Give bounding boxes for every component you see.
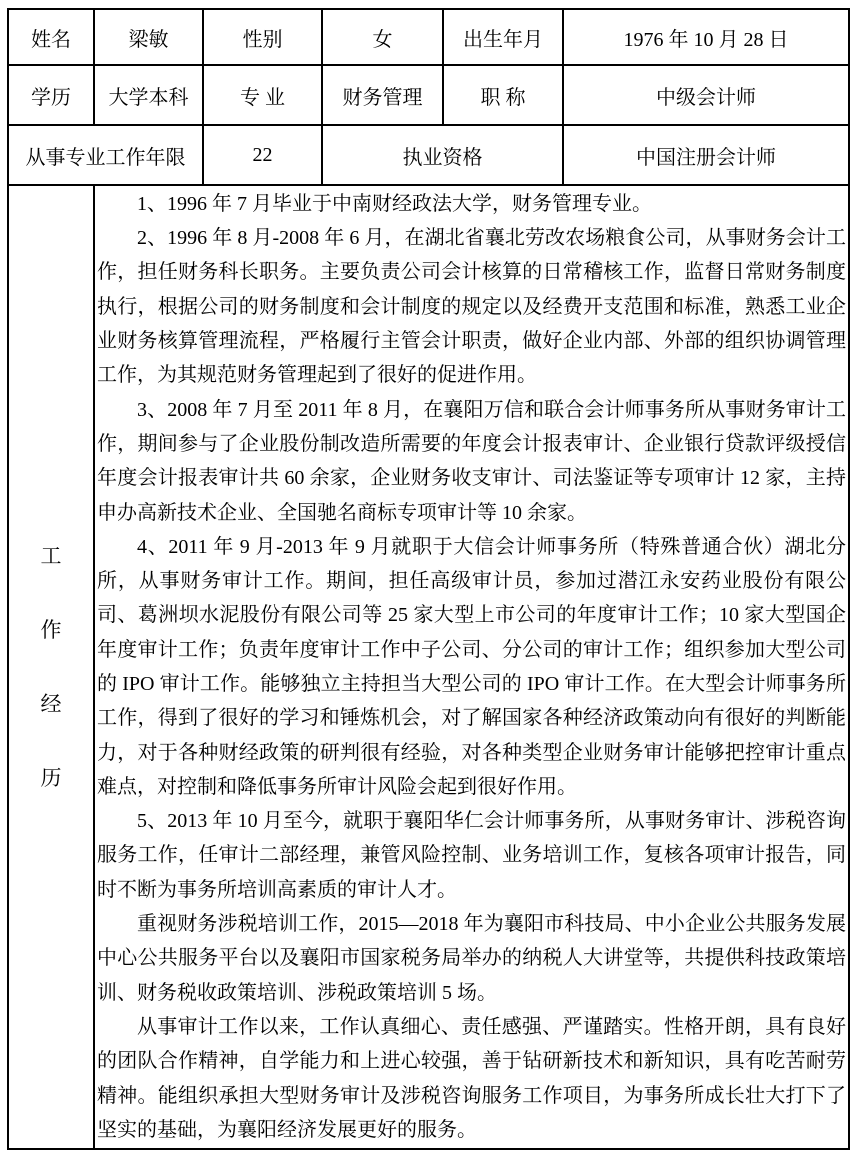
experience-vertical-label: 工作经历 xyxy=(40,544,62,790)
education-value-cell: 大学本科 xyxy=(94,65,203,125)
birth-value-cell: 1976 年 10 月 28 日 xyxy=(563,9,849,65)
experience-paragraph: 5、2013 年 10 月至今，就职于襄阳华仁会计师事务所，从事财务审计、涉税咨询服务工作，任审计二部经理，兼管风险控制、业务培训工作，复核各项审计报告，同时不断为事务所培训高素质的审计人才。 xyxy=(97,810,846,901)
gender-value-cell: 女 xyxy=(322,9,443,65)
experience-paragraph: 2、1996 年 8 月-2008 年 6 月，在湖北省襄北劳改农场粮食公司，从事财务会计工作，担任财务科长职务。主要负责公司会计核算的日常稽核工作，监督日常财务制度执行，根据公司的财务制度和会计制度的规定以及经费开支范围和标准，熟悉工业企业财务核算管理流程，严格履行主管会计职责，做好企业内部、外部的组织协调管理工作，为其规范财务管理起到了很好的促进作用。 xyxy=(97,227,846,387)
experience-content-cell xyxy=(94,185,849,1149)
experience-paragraph: 重视财务涉税培训工作，2015—2018 年为襄阳市科技局、中小企业公共服务发展中心公共服务平台以及襄阳市国家税务局举办的纳税人大讲堂等，共提供科技政策培训、财务税收政策培训、涉税政策培训 5 场。 xyxy=(97,913,846,1004)
experience-paragraph: 4、2011 年 9 月-2013 年 9 月就职于大信会计师事务所（特殊普通合伙）湖北分所，从事财务审计工作。期间，担任高级审计员，参加过潜江永安药业股份有限公司、葛洲坝水泥股份有限公司等 25 家大型上市公司的年度审计工作；10 家大型国企年度审计工作；负责年度审计工作中子公司、分公司的审计工作；组织参加大型公司的 IPO 审计工作。能够独立主持担当大型公司的 IPO 审计工作。在大型会计师事务所工作，得到了很好的学习和锤炼机会，对了解国家各种经济政策动向有很好的判断能力，对于各种财经政策的研判很有经验，对各种类型企业财务审计能够把控审计重点难点，对控制和降低事务所审计风险会起到很好作用。 xyxy=(97,535,846,798)
qualification-value-cell: 中国注册会计师 xyxy=(563,125,849,185)
gender-label-cell: 性别 xyxy=(203,9,322,65)
education-label-cell: 学历 xyxy=(8,65,94,125)
row-work-experience xyxy=(8,185,849,1149)
major-value-cell: 财务管理 xyxy=(322,65,443,125)
years-value-cell: 22 xyxy=(203,125,322,185)
name-label-cell: 姓名 xyxy=(8,9,94,65)
major-label-cell: 专 业 xyxy=(203,65,322,125)
resume-table xyxy=(7,8,850,1150)
job-title-label-cell: 职 称 xyxy=(443,65,563,125)
years-label-cell: 从事专业工作年限 xyxy=(8,125,203,185)
row-education-info xyxy=(8,65,849,125)
qualification-label-cell: 执业资格 xyxy=(322,125,563,185)
name-value-cell: 梁敏 xyxy=(94,9,203,65)
experience-paragraph: 3、2008 年 7 月至 2011 年 8 月，在襄阳万信和联合会计师事务所从事财务审计工作，期间参与了企业股份制改造所需要的年度会计报表审计、企业银行贷款评级授信年度会计报表审计共 60 余家，企业财务收支审计、司法鉴证等专项审计 12 家，主持申办高新技术企业、全国驰名商标专项审计等 10 余家。 xyxy=(97,398,846,524)
row-qualification-info xyxy=(8,125,849,185)
experience-label-cell xyxy=(8,185,94,1149)
job-title-value-cell: 中级会计师 xyxy=(563,65,849,125)
birth-label-cell: 出生年月 xyxy=(443,9,563,65)
experience-paragraph: 从事审计工作以来，工作认真细心、责任感强、严谨踏实。性格开朗，具有良好的团队合作精神，自学能力和上进心较强，善于钻研新技术和新知识，具有吃苦耐劳精神。能组织承担大型财务审计及涉税咨询服务工作项目，为事务所成长壮大打下了坚实的基础，为襄阳经济发展更好的服务。 xyxy=(97,1015,846,1141)
row-basic-info xyxy=(8,9,849,65)
experience-paragraph: 1、1996 年 7 月毕业于中南财经政法大学，财务管理专业。 xyxy=(137,192,652,215)
